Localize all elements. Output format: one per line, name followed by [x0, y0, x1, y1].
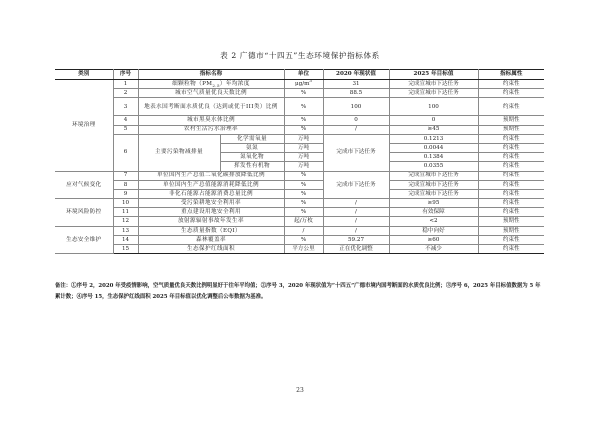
category-risk: 环境风险防控: [55, 199, 113, 227]
row-unit: /: [284, 226, 323, 235]
row-target: 完成宣城市下达任务: [389, 80, 478, 89]
row-attribute: 约束性: [478, 162, 544, 171]
row-unit: %: [284, 180, 323, 189]
row-unit: 万吨: [284, 153, 323, 162]
subitem-name: 氨氮: [221, 144, 284, 153]
table-footnote: 备注：①序号 2，2020 年受疫情影响，空气质量优良天数比例明显好于往年平均值；②序号 3，2020 年现状值为“十四五”广德市境内国考断面的水质优良比例；③序号 6，2025 年目标值数据为 5 年累计数；④序号 15，生态保护红线面积 2025 年目标值以优化调整后公布数据为基准。: [55, 283, 541, 300]
row-attribute: 约束性: [478, 208, 544, 217]
row-unit: 万吨: [284, 134, 323, 143]
row-attribute: 约束性: [478, 153, 544, 162]
row-seq: 4: [113, 116, 138, 125]
row-target: <2: [389, 217, 478, 226]
row-status: 完成市下达任务: [323, 134, 389, 171]
row-attribute: 约束性: [478, 98, 544, 116]
row-target: 0.1213: [389, 134, 478, 143]
row-status: 0: [323, 116, 389, 125]
table-row: [55, 235, 544, 244]
row-status: /: [323, 199, 389, 208]
row-attribute: 约束性: [478, 235, 544, 244]
row-status: 100: [323, 98, 389, 116]
row-attribute: 约束性: [478, 89, 544, 98]
row-target: 完成宣城市下达任务: [389, 189, 478, 198]
table-row: [55, 80, 544, 89]
row-unit: %: [284, 199, 323, 208]
row-target: 100: [389, 98, 478, 116]
row-attribute: 预期性: [478, 217, 544, 226]
table-row: [55, 189, 544, 198]
table-caption: 表 2 广德市“十四五”生态环境保护指标体系: [220, 51, 380, 60]
row-target: 有效保障: [389, 208, 478, 217]
row-status: 59.27: [323, 235, 389, 244]
table-row: [55, 199, 544, 208]
row-name: 主要污染物减排量: [155, 149, 203, 156]
row-attribute: 约束性: [478, 171, 544, 180]
row-name: 非化石能源占能源消费总量比例: [138, 189, 284, 198]
row-status: /: [323, 226, 389, 235]
row-status: /: [323, 208, 389, 217]
row-status: 完成市下达任务: [323, 171, 389, 199]
row-seq: 1: [113, 80, 138, 89]
row-name: 生态质量指数（EQI）: [138, 226, 284, 235]
row-attribute: 约束性: [478, 143, 544, 152]
row-seq: 15: [113, 245, 138, 254]
row-target: 0.1384: [389, 153, 478, 162]
header-name: 指标名称: [138, 70, 284, 80]
row-target: 不减少: [389, 245, 478, 254]
row-attribute: 约束性: [478, 180, 544, 189]
table-row: [55, 116, 544, 125]
row-seq: 10: [113, 199, 138, 208]
row-unit: %: [284, 125, 323, 134]
row-unit: %: [284, 171, 323, 180]
row-name-group: [138, 134, 284, 171]
subitem-name: 氮氧化物: [221, 153, 284, 162]
header-attribute: 指标属性: [478, 70, 544, 80]
row-unit: %: [284, 208, 323, 217]
row-target: 0.0355: [389, 162, 478, 171]
row-name: 森林覆盖率: [138, 235, 284, 244]
row-name: 城市空气质量优良天数比例: [138, 89, 284, 98]
row-attribute: 约束性: [478, 80, 544, 89]
subitem-name: 化学需氧量: [221, 135, 284, 144]
row-status: 88.5: [323, 89, 389, 98]
row-name: 放射源辐射事故年发生率: [138, 217, 284, 226]
subitem-name-column: [220, 135, 284, 171]
row-unit: 平方公里: [284, 245, 323, 254]
row-status: /: [323, 125, 389, 134]
table-row: [55, 98, 544, 116]
row-name: 城市黑臭水体比例: [138, 116, 284, 125]
table-row: [55, 217, 544, 226]
row-seq: 13: [113, 226, 138, 235]
table-row: [55, 208, 544, 217]
table-row: [55, 89, 544, 98]
row-status: 31: [323, 80, 389, 89]
row-seq: 6: [113, 134, 138, 171]
row-name: 单位国内生产总值能源消耗降低比例: [138, 180, 284, 189]
row-name: 细颗粒物$(PM_{2.5})$年均浓度: [138, 80, 284, 89]
row-attribute: 预期性: [478, 116, 544, 125]
header-target-2025: 2025 年目标值: [389, 70, 478, 80]
category-eco-safety: 生态安全维护: [55, 226, 113, 254]
row-target: ≥95: [389, 199, 478, 208]
row-attribute: 约束性: [478, 189, 544, 198]
row-name: 生态保护红线面积: [138, 245, 284, 254]
row-unit: %: [284, 116, 323, 125]
row-attribute: 预期性: [478, 125, 544, 134]
row-target: ≥45: [389, 125, 478, 134]
category-env-governance: 环境治理: [55, 80, 113, 172]
header-unit: 单位: [284, 70, 323, 80]
row-name: 地表水国考断面水质优良（达到或优于III类）比例: [138, 98, 284, 116]
row-name: 农村生活污水治理率: [138, 125, 284, 134]
table-row: [55, 226, 544, 235]
row-unit: %: [284, 189, 323, 198]
row-status: 正在优化调整: [323, 245, 389, 254]
indicator-table: [55, 69, 544, 254]
row-attribute: 约束性: [478, 134, 544, 143]
row-seq: 11: [113, 208, 138, 217]
row-seq: 3: [113, 98, 138, 116]
table-row: [55, 171, 544, 180]
row-target: 0.0044: [389, 143, 478, 152]
row-unit: 万吨: [284, 162, 323, 171]
row-target: 稳中向好: [389, 226, 478, 235]
row-seq: 12: [113, 217, 138, 226]
row-target: ≥60: [389, 235, 478, 244]
header-seq: 序号: [113, 70, 138, 80]
row-target: 完成宣城市下达任务: [389, 180, 478, 189]
subitem-name: 挥发性有机物: [234, 163, 270, 170]
row-status: /: [323, 217, 389, 226]
page-number: 23: [296, 387, 304, 394]
row-unit: 万吨: [284, 143, 323, 152]
row-unit: %: [284, 235, 323, 244]
row-target: 0: [389, 116, 478, 125]
row-name: 重点建设用地安全利用: [138, 208, 284, 217]
row-seq: 5: [113, 125, 138, 134]
table-header-row: [55, 70, 544, 80]
row-seq: 8: [113, 180, 138, 189]
row-attribute: 约束性: [478, 245, 544, 254]
row-name: 受污染耕地安全利用率: [138, 199, 284, 208]
row-attribute: 预期性: [478, 226, 544, 235]
table-row: [55, 134, 544, 143]
row-attribute: 约束性: [478, 199, 544, 208]
table-row: [55, 245, 544, 254]
category-climate: 应对气候变化: [55, 171, 113, 199]
row-unit: $\mu g/m^3$: [284, 80, 323, 89]
row-unit: %: [284, 89, 323, 98]
row-target: 完成宣城市下达任务: [389, 89, 478, 98]
row-target: 完成宣城市下达任务: [389, 171, 478, 180]
header-category: 类别: [55, 70, 113, 80]
row-seq: 9: [113, 189, 138, 198]
row-unit: 起/万枚: [284, 217, 323, 226]
table-row: [55, 180, 544, 189]
header-status-2020: 2020 年现状值: [323, 70, 389, 80]
row-seq: 7: [113, 171, 138, 180]
row-name: 单位国内生产总值二氧化碳排放降低比例: [138, 171, 284, 180]
row-seq: 2: [113, 89, 138, 98]
row-unit: %: [284, 98, 323, 116]
table-row: [55, 125, 544, 134]
row-seq: 14: [113, 235, 138, 244]
